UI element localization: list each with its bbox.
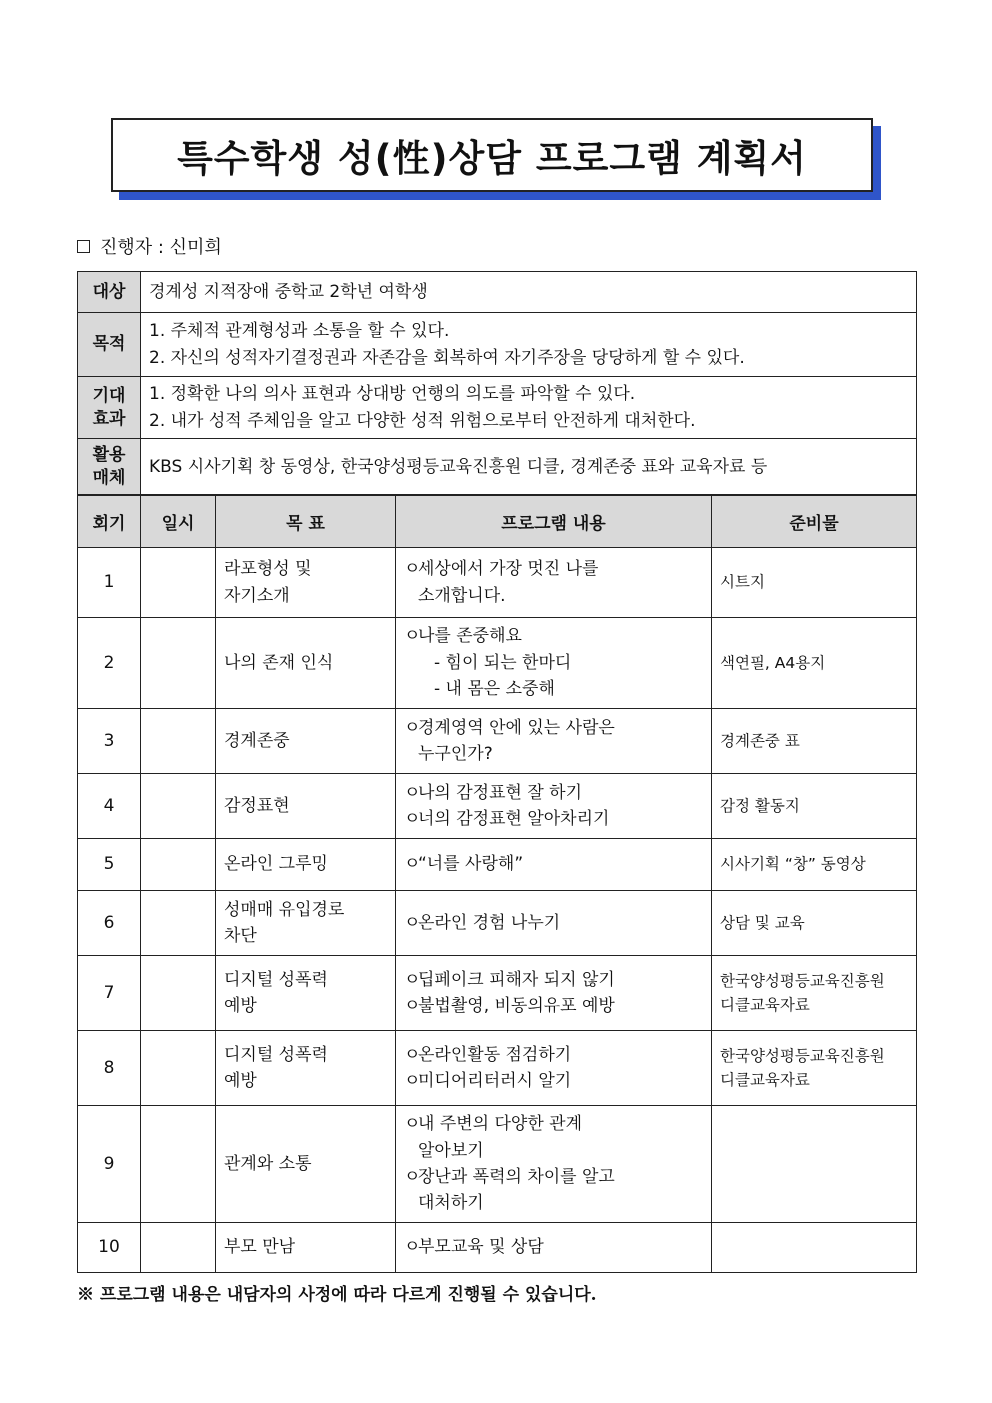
presenter-text: 진행자 : 신미희 <box>100 237 222 258</box>
session-number: 7 <box>78 956 141 1031</box>
bullet-icon: ㅇ <box>404 1071 421 1091</box>
program-body <box>78 548 917 1273</box>
header-content: 프로그램 내용 <box>396 495 712 548</box>
session-goal <box>216 774 396 839</box>
session-prep <box>712 1106 917 1223</box>
content-text: 세상에서 가장 멋진 나를 <box>418 559 599 580</box>
session-prep <box>712 1223 917 1273</box>
media-label-line: 활용 <box>92 445 126 466</box>
content-line <box>404 851 703 877</box>
title-banner <box>111 118 873 192</box>
content-line <box>404 741 703 767</box>
content-line <box>404 1164 703 1190</box>
program-row <box>78 839 917 891</box>
goal-line: 나의 존재 인식 <box>224 652 334 673</box>
content-line <box>404 650 703 676</box>
header-session: 회기 <box>78 495 141 548</box>
effect-label <box>78 377 141 439</box>
session-number: 9 <box>78 1106 141 1223</box>
content-line <box>404 967 703 993</box>
bullet-icon <box>404 676 418 702</box>
session-number: 5 <box>78 839 141 891</box>
bullet-icon <box>404 1138 418 1164</box>
purpose-line: 1. 주체적 관계형성과 소통을 할 수 있다. <box>149 321 450 342</box>
bullet-icon: ㅇ <box>404 782 421 803</box>
content-line <box>404 1111 703 1137</box>
session-content <box>396 548 712 618</box>
prep-line: 경계존중 표 <box>720 731 800 750</box>
footnote: ※ 프로그램 내용은 내담자의 사정에 따라 다르게 진행될 수 있습니다. <box>77 1285 597 1305</box>
prep-line: 디클교육자료 <box>720 1071 810 1089</box>
session-goal <box>216 548 396 618</box>
session-date <box>141 1031 216 1106</box>
session-goal <box>216 1223 396 1273</box>
bullet-icon: ㅇ <box>404 969 421 990</box>
session-goal <box>216 709 396 774</box>
bullet-icon: ㅇ <box>404 1044 421 1065</box>
content-text: 내 주변의 다양한 관계 <box>418 1114 583 1135</box>
session-date <box>141 548 216 618</box>
content-line <box>404 1042 703 1068</box>
session-date <box>141 618 216 709</box>
bullet-icon: ㅇ <box>404 809 421 829</box>
program-row <box>78 1223 917 1273</box>
content-text: 장난과 폭력의 차이를 알고 <box>418 1167 615 1187</box>
session-goal <box>216 891 396 956</box>
content-line <box>404 583 703 609</box>
presenter-line <box>77 233 222 259</box>
content-text: 나를 존중해요 <box>418 626 522 647</box>
session-prep <box>712 891 917 956</box>
session-number: 2 <box>78 618 141 709</box>
prep-line: 감정 활동지 <box>720 796 800 815</box>
target-label: 대상 <box>78 272 141 313</box>
content-line <box>404 715 703 741</box>
session-content <box>396 891 712 956</box>
session-content <box>396 774 712 839</box>
prep-line: 색연필, A4용지 <box>720 653 826 672</box>
session-prep <box>712 709 917 774</box>
content-text: 불법촬영, 비동의유포 예방 <box>418 996 615 1016</box>
content-line <box>404 676 703 702</box>
session-goal <box>216 1106 396 1223</box>
content-line <box>404 1138 703 1164</box>
content-text: - 힘이 되는 한마디 <box>434 652 572 673</box>
content-text: 딥페이크 피해자 되지 않기 <box>418 969 615 990</box>
media-label <box>78 439 141 496</box>
prep-line: 시트지 <box>720 573 765 592</box>
goal-line: 예방 <box>224 996 257 1016</box>
content-line <box>404 993 703 1019</box>
bullet-icon: ㅇ <box>404 717 421 738</box>
target-value: 경계성 지적장애 중학교 2학년 여학생 <box>141 272 917 313</box>
session-goal <box>216 618 396 709</box>
bullet-icon <box>404 1190 418 1216</box>
effect-label-line: 효과 <box>92 408 126 429</box>
program-row <box>78 956 917 1031</box>
prep-line: 디클교육자료 <box>720 996 810 1014</box>
bullet-icon <box>404 583 418 609</box>
content-line <box>404 910 703 936</box>
session-date <box>141 1223 216 1273</box>
content-line <box>404 1068 703 1094</box>
content-line <box>404 1190 703 1216</box>
session-goal <box>216 956 396 1031</box>
content-text: 미디어리터러시 알기 <box>418 1071 572 1091</box>
effect-label-line: 기대 <box>92 385 126 406</box>
program-header-row <box>78 495 917 548</box>
session-prep <box>712 618 917 709</box>
info-row-purpose <box>78 313 917 377</box>
content-text: 소개합니다. <box>418 585 506 606</box>
session-prep <box>712 839 917 891</box>
session-content <box>396 1106 712 1223</box>
goal-line: 성매매 유입경로 <box>224 899 345 920</box>
bullet-icon: ㅇ <box>404 626 421 647</box>
session-number: 1 <box>78 548 141 618</box>
session-prep <box>712 548 917 618</box>
goal-line: 관계와 소통 <box>224 1153 312 1174</box>
session-number: 10 <box>78 1223 141 1273</box>
info-row-media <box>78 439 917 496</box>
bullet-icon: ㅇ <box>404 1167 421 1187</box>
goal-line: 감정표현 <box>224 795 290 816</box>
content-text: 나의 감정표현 잘 하기 <box>418 782 583 803</box>
content-line <box>404 806 703 832</box>
goal-line: 부모 만남 <box>224 1237 296 1258</box>
session-content <box>396 1223 712 1273</box>
info-row-target <box>78 272 917 313</box>
session-content <box>396 956 712 1031</box>
goal-line: 디지털 성폭력 <box>224 1044 328 1065</box>
session-date <box>141 956 216 1031</box>
purpose-line: 2. 자신의 성적자기결정권과 자존감을 회복하여 자기주장을 당당하게 할 수 있다. <box>149 347 745 368</box>
program-row <box>78 774 917 839</box>
goal-line: 예방 <box>224 1071 257 1091</box>
session-number: 3 <box>78 709 141 774</box>
session-number: 6 <box>78 891 141 956</box>
program-row <box>78 709 917 774</box>
prep-line: 한국양성평등교육진흥원 <box>720 1046 885 1065</box>
program-row <box>78 548 917 618</box>
checkbox-square-icon <box>77 240 90 253</box>
goal-line: 자기소개 <box>224 585 290 606</box>
session-content <box>396 618 712 709</box>
session-date <box>141 1106 216 1223</box>
content-text: 알아보기 <box>418 1140 484 1161</box>
content-line <box>404 556 703 582</box>
content-text: “너를 사랑해” <box>418 854 524 875</box>
bullet-icon: ㅇ <box>404 1237 421 1258</box>
bullet-icon <box>404 741 418 767</box>
media-label-line: 매체 <box>92 468 126 488</box>
session-date <box>141 709 216 774</box>
session-content <box>396 709 712 774</box>
session-goal <box>216 839 396 891</box>
content-line <box>404 1234 703 1260</box>
content-line <box>404 623 703 649</box>
content-text: - 내 몸은 소중해 <box>434 679 555 700</box>
session-prep <box>712 956 917 1031</box>
goal-line: 온라인 그루밍 <box>224 854 328 875</box>
session-date <box>141 891 216 956</box>
bullet-icon: ㅇ <box>404 1114 421 1135</box>
session-content <box>396 839 712 891</box>
content-text: 부모교육 및 상담 <box>418 1237 544 1258</box>
bullet-icon: ㅇ <box>404 854 421 875</box>
content-text: 온라인활동 점검하기 <box>418 1044 572 1065</box>
bullet-icon: ㅇ <box>404 912 421 933</box>
header-prep: 준비물 <box>712 495 917 548</box>
program-row <box>78 1106 917 1223</box>
header-goal: 목 표 <box>216 495 396 548</box>
info-table <box>77 271 917 496</box>
goal-line: 경계존중 <box>224 730 290 751</box>
prep-line: 시사기획 “창” 동영상 <box>720 855 866 874</box>
bullet-icon: ㅇ <box>404 996 421 1016</box>
session-prep <box>712 1031 917 1106</box>
content-text: 너의 감정표현 알아차리기 <box>418 809 610 829</box>
content-text: 경계영역 안에 있는 사람은 <box>418 717 615 738</box>
bullet-icon <box>404 650 418 676</box>
goal-line: 차단 <box>224 926 257 946</box>
goal-line: 디지털 성폭력 <box>224 969 328 990</box>
effect-value <box>141 377 917 439</box>
program-row <box>78 618 917 709</box>
program-table <box>77 494 917 1273</box>
bullet-icon: ㅇ <box>404 559 421 580</box>
session-number: 4 <box>78 774 141 839</box>
effect-line: 2. 내가 성적 주체임을 알고 다양한 성적 위험으로부터 안전하게 대처한다. <box>149 410 696 431</box>
program-row <box>78 891 917 956</box>
program-row <box>78 1031 917 1106</box>
session-prep <box>712 774 917 839</box>
effect-line: 1. 정확한 나의 의사 표현과 상대방 언행의 의도를 파악할 수 있다. <box>149 384 636 405</box>
prep-line: 한국양성평등교육진흥원 <box>720 971 885 990</box>
purpose-value <box>141 313 917 377</box>
header-date: 일시 <box>141 495 216 548</box>
prep-line: 상담 및 교육 <box>720 913 805 932</box>
session-number: 8 <box>78 1031 141 1106</box>
goal-line: 라포형성 및 <box>224 559 312 580</box>
content-text: 대처하기 <box>418 1193 484 1214</box>
content-line <box>404 780 703 806</box>
content-text: 온라인 경험 나누기 <box>418 912 561 933</box>
content-text: 누구인가? <box>418 744 493 764</box>
info-row-effect <box>78 377 917 439</box>
session-content <box>396 1031 712 1106</box>
session-date <box>141 839 216 891</box>
session-goal <box>216 1031 396 1106</box>
title-box <box>111 118 873 192</box>
page-title: 특수학생 성(性)상담 프로그램 계획서 <box>177 137 807 180</box>
session-date <box>141 774 216 839</box>
purpose-label: 목적 <box>78 313 141 377</box>
media-value: KBS 시사기획 창 동영상, 한국양성평등교육진흥원 디클, 경계존중 표와 교육자료 등 <box>141 439 917 496</box>
